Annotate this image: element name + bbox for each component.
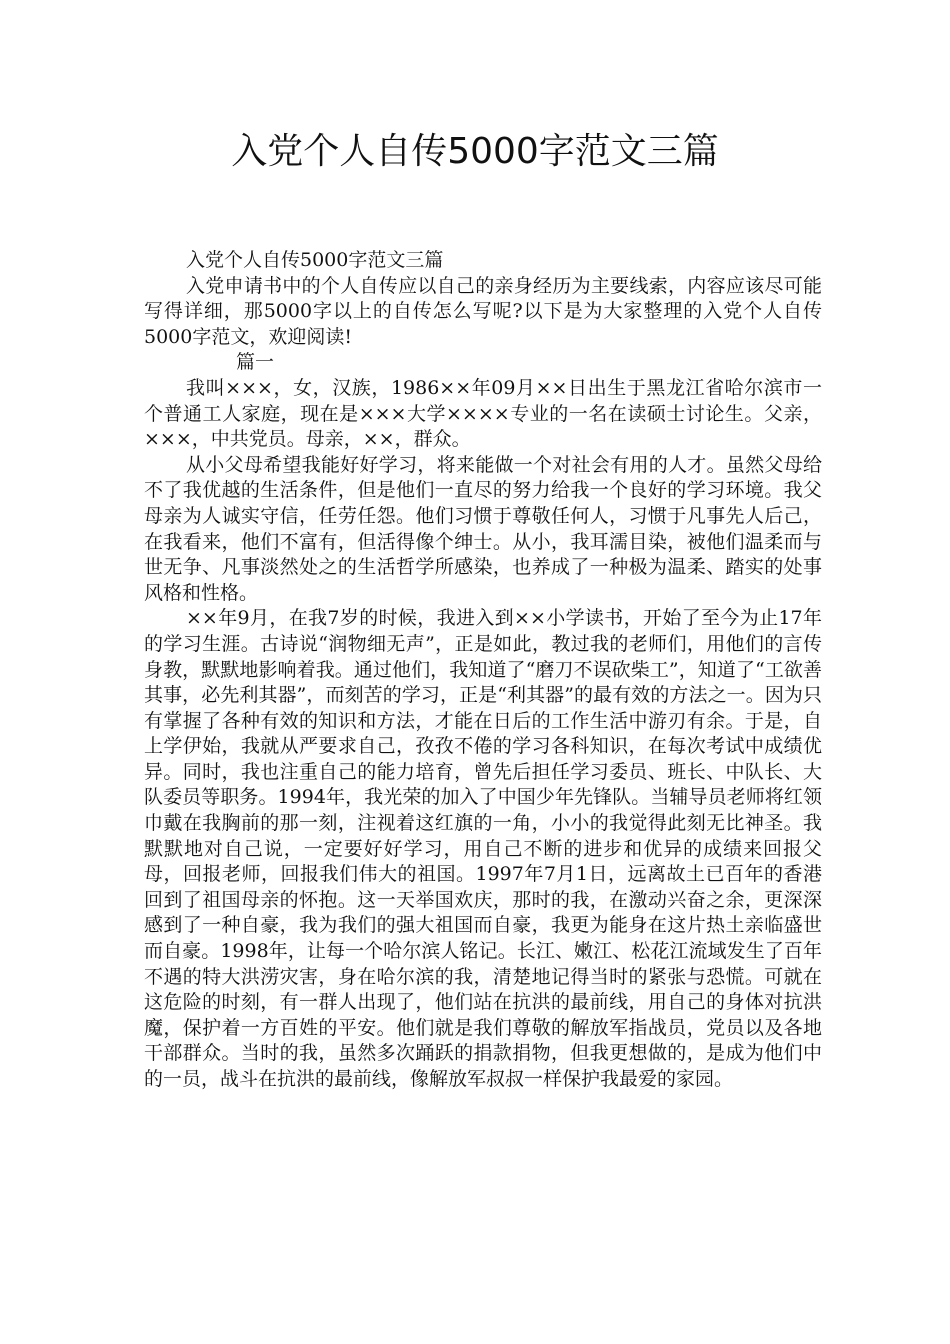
document-body <box>144 248 822 1093</box>
paragraph-school-years: ××年9月，在我7岁的时候，我进入到××小学读书，开始了至今为止17年的学习生涯。古诗说“润物细无声”，正是如此，教过我的老师们，用他们的言传身教，默默地影响着我。通过他们，我知道了“磨刀不误砍柴工”，知道了“工欲善其事，必先利其器”，而刻苦的学习，正是“利其器”的最有效的方法之一。因为只有掌握了各种有效的知识和方法，才能在日后的工作生活中游刃有余。于是，自上学伊始，我就从严要求自己，孜孜不倦的学习各科知识，在每次考试中成绩优异。同时，我也注重自己的能力培育，曾先后担任学习委员、班长、中队长、大队委员等职务。1994年，我光荣的加入了中国少年先锋队。当辅导员老师将红领巾戴在我胸前的那一刻，注视着这红旗的一角，小小的我觉得此刻无比神圣。我默默地对自己说，一定要好好学习，用自己不断的进步和优异的成绩来回报父母，回报老师，回报我们伟大的祖国。1997年7月1日，远离故土已百年的香港回到了祖国母亲的怀抱。这一天举国欢庆，那时的我，在激动兴奋之余，更深深感到了一种自豪，我为我们的强大祖国而自豪，我更为能身在这片热土亲临盛世而自豪。1998年，让每一个哈尔滨人铭记。长江、嫩江、松花江流域发生了百年不遇的特大洪涝灾害，身在哈尔滨的我，清楚地记得当时的紧张与恐慌。可就在这危险的时刻，有一群人出现了，他们站在抗洪的最前线，用自己的身体对抗洪魔，保护着一方百姓的平安。他们就是我们尊敬的解放军指战员，党员以及各地干部群众。当时的我，虽然多次踊跃的捐款捐物，但我更想做的，是成为他们中的一员，战斗在抗洪的最前线，像解放军叔叔一样保护我最爱的家园。 <box>144 607 822 1090</box>
document-title: 入党个人自传5000字范文三篇 <box>231 131 719 172</box>
paragraph-subtitle: 入党个人自传5000字范文三篇 <box>186 249 444 271</box>
paragraph-family: 从小父母希望我能好好学习，将来能做一个对社会有用的人才。虽然父母给不了我优越的生活条件，但是他们一直尽的努力给我一个良好的学习环境。我父母亲为人诚实守信，任劳任怨。他们习惯于尊敬任何人，习惯于凡事先人后己，在我看来，他们不富有，但活得像个绅士。从小，我耳濡目染，被他们温柔而与世无争、凡事淡然处之的生活哲学所感染，也养成了一种极为温柔、踏实的处事风格和性格。 <box>144 453 822 604</box>
paragraph-personal-info: 我叫×××，女，汉族，1986××年09月××日出生于黑龙江省哈尔滨市一个普通工人家庭，现在是×××大学××××专业的一名在读硕士讨论生。父亲，×××，中共党员。母亲，××，群众。 <box>144 376 822 451</box>
section-heading: 篇一 <box>236 351 275 374</box>
paragraph-intro: 入党申请书中的个人自传应以自己的亲身经历为主要线索，内容应该尽可能写得详细，那5000字以上的自传怎么写呢?以下是为大家整理的入党个人自传5000字范文，欢迎阅读! <box>144 274 822 348</box>
